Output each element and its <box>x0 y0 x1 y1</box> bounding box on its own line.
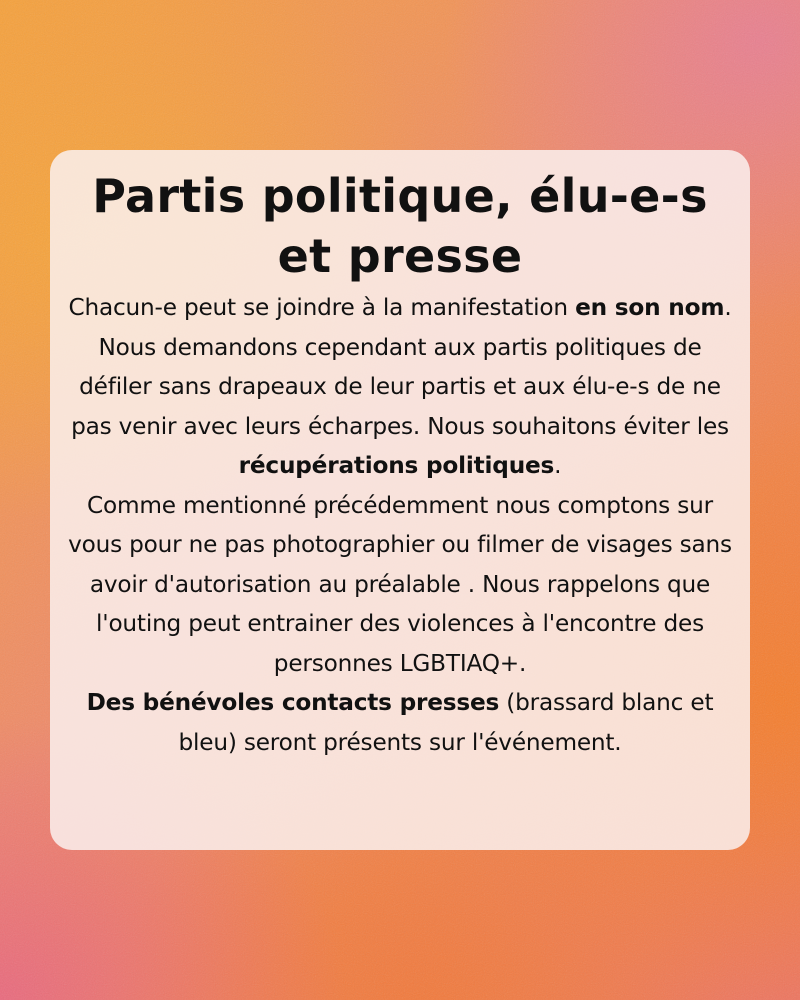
press-volunteers-bold: Des bénévoles contacts presses <box>86 689 500 716</box>
paragraph-participation <box>64 288 736 486</box>
press-volunteers-text: (brassard blanc et bleu) seront présents sur l'événement. <box>178 689 714 756</box>
participation-text-3: . <box>554 452 562 479</box>
paragraph-press <box>64 683 736 762</box>
participation-bold-2: récupérations politiques <box>238 452 555 479</box>
info-card <box>50 150 750 850</box>
participation-bold-1: en son nom <box>575 294 725 321</box>
card-title: Partis politique, élu-e-s et presse <box>92 169 708 283</box>
participation-text-2: . Nous demandons cependant aux partis politiques de défiler sans drapeaux de leur partis et aux élu-e-s de ne pas venir avec leurs écharpes. Nous souhaitons éviter les <box>71 294 732 440</box>
participation-text-1: Chacun-e peut se joindre à la manifestation <box>68 294 576 321</box>
paragraph-photography: Comme mentionné précédemment nous comptons sur vous pour ne pas photographier ou filmer de visages sans avoir d'autorisation au préalable . Nous rappelons que l'outing peut entrainer des violences à l'encontre des personnes LGBTIAQ+. <box>68 491 732 677</box>
